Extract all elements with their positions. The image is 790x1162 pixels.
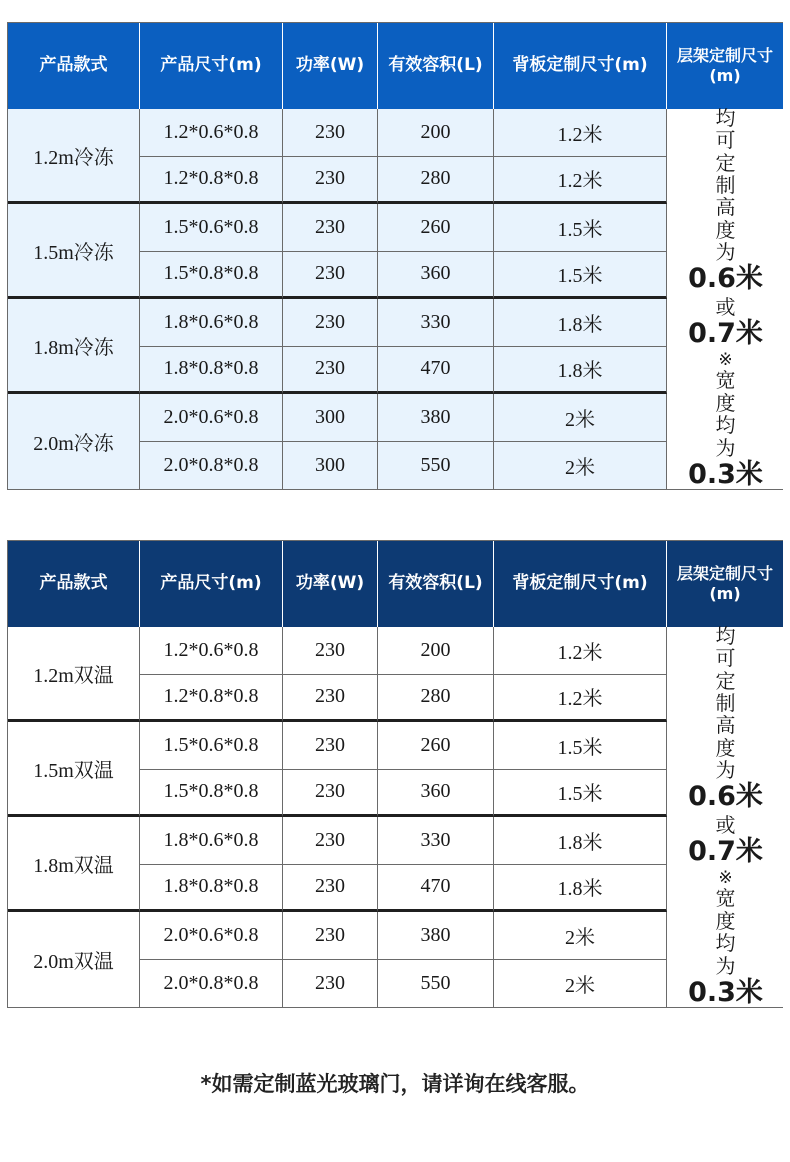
size-cell: 1.5*0.8*0.8 [140, 252, 283, 300]
power-cell: 230 [283, 817, 378, 865]
size-cell: 1.8*0.8*0.8 [140, 865, 283, 913]
model-cell: 1.5m双温 [8, 722, 140, 817]
volume-cell: 330 [378, 817, 494, 865]
volume-cell: 360 [378, 770, 494, 818]
power-cell: 230 [283, 204, 378, 252]
backboard-cell: 2米 [494, 442, 667, 490]
size-cell: 2.0*0.8*0.8 [140, 960, 283, 1008]
volume-cell: 200 [378, 109, 494, 157]
power-cell: 230 [283, 252, 378, 300]
header-shelf: 层架定制尺寸(m) [667, 541, 784, 627]
backboard-cell: 2米 [494, 960, 667, 1008]
dual-temp-spec-table [7, 540, 783, 1008]
volume-cell: 550 [378, 960, 494, 1008]
size-cell: 1.5*0.6*0.8 [140, 722, 283, 770]
volume-cell: 380 [378, 394, 494, 442]
volume-cell: 280 [378, 675, 494, 723]
shelf-custom-note: 均 可 定 制 高 度 为 0.6米 或 0.7米 ※ 宽 度 均 为 0.3米 [667, 627, 784, 1007]
model-cell: 1.5m冷冻 [8, 204, 140, 299]
model-cell: 1.2m冷冻 [8, 109, 140, 204]
model-cell: 2.0m双温 [8, 912, 140, 1007]
backboard-cell: 1.2米 [494, 675, 667, 723]
shelf-custom-note: 均 可 定 制 高 度 为 0.6米 或 0.7米 ※ 宽 度 均 为 0.3米 [667, 109, 784, 489]
header-power: 功率(W) [283, 23, 378, 109]
power-cell: 230 [283, 912, 378, 960]
backboard-cell: 2米 [494, 394, 667, 442]
size-cell: 1.8*0.6*0.8 [140, 299, 283, 347]
header-size: 产品尺寸(m) [140, 541, 283, 627]
power-cell: 230 [283, 865, 378, 913]
header-shelf: 层架定制尺寸(m) [667, 23, 784, 109]
volume-cell: 470 [378, 347, 494, 395]
power-cell: 230 [283, 770, 378, 818]
power-cell: 300 [283, 442, 378, 490]
backboard-cell: 1.5米 [494, 252, 667, 300]
backboard-cell: 1.8米 [494, 347, 667, 395]
header-backboard: 背板定制尺寸(m) [494, 541, 667, 627]
footer-note: *如需定制蓝光玻璃门，请详询在线客服。 [200, 1072, 590, 1096]
header-style: 产品款式 [8, 541, 140, 627]
volume-cell: 280 [378, 157, 494, 205]
backboard-cell: 1.2米 [494, 109, 667, 157]
header-volume: 有效容积(L) [378, 541, 494, 627]
size-cell: 2.0*0.6*0.8 [140, 912, 283, 960]
backboard-cell: 1.8米 [494, 817, 667, 865]
power-cell: 300 [283, 394, 378, 442]
backboard-cell: 1.8米 [494, 299, 667, 347]
volume-cell: 260 [378, 204, 494, 252]
header-size: 产品尺寸(m) [140, 23, 283, 109]
header-backboard: 背板定制尺寸(m) [494, 23, 667, 109]
volume-cell: 260 [378, 722, 494, 770]
model-cell: 1.8m双温 [8, 817, 140, 912]
model-cell: 2.0m冷冻 [8, 394, 140, 489]
power-cell: 230 [283, 109, 378, 157]
power-cell: 230 [283, 960, 378, 1008]
volume-cell: 470 [378, 865, 494, 913]
header-power: 功率(W) [283, 541, 378, 627]
size-cell: 1.2*0.8*0.8 [140, 157, 283, 205]
power-cell: 230 [283, 675, 378, 723]
size-cell: 1.8*0.6*0.8 [140, 817, 283, 865]
backboard-cell: 1.2米 [494, 627, 667, 675]
power-cell: 230 [283, 627, 378, 675]
power-cell: 230 [283, 722, 378, 770]
size-cell: 1.2*0.6*0.8 [140, 627, 283, 675]
size-cell: 1.8*0.8*0.8 [140, 347, 283, 395]
freezer-spec-table [7, 22, 783, 490]
volume-cell: 550 [378, 442, 494, 490]
backboard-cell: 1.8米 [494, 865, 667, 913]
header-style: 产品款式 [8, 23, 140, 109]
size-cell: 1.2*0.8*0.8 [140, 675, 283, 723]
model-cell: 1.8m冷冻 [8, 299, 140, 394]
volume-cell: 360 [378, 252, 494, 300]
volume-cell: 200 [378, 627, 494, 675]
power-cell: 230 [283, 157, 378, 205]
power-cell: 230 [283, 347, 378, 395]
backboard-cell: 1.5米 [494, 204, 667, 252]
size-cell: 2.0*0.8*0.8 [140, 442, 283, 490]
volume-cell: 380 [378, 912, 494, 960]
size-cell: 1.5*0.6*0.8 [140, 204, 283, 252]
size-cell: 2.0*0.6*0.8 [140, 394, 283, 442]
volume-cell: 330 [378, 299, 494, 347]
header-volume: 有效容积(L) [378, 23, 494, 109]
model-cell: 1.2m双温 [8, 627, 140, 722]
size-cell: 1.2*0.6*0.8 [140, 109, 283, 157]
power-cell: 230 [283, 299, 378, 347]
backboard-cell: 1.5米 [494, 722, 667, 770]
backboard-cell: 2米 [494, 912, 667, 960]
backboard-cell: 1.5米 [494, 770, 667, 818]
size-cell: 1.5*0.8*0.8 [140, 770, 283, 818]
backboard-cell: 1.2米 [494, 157, 667, 205]
